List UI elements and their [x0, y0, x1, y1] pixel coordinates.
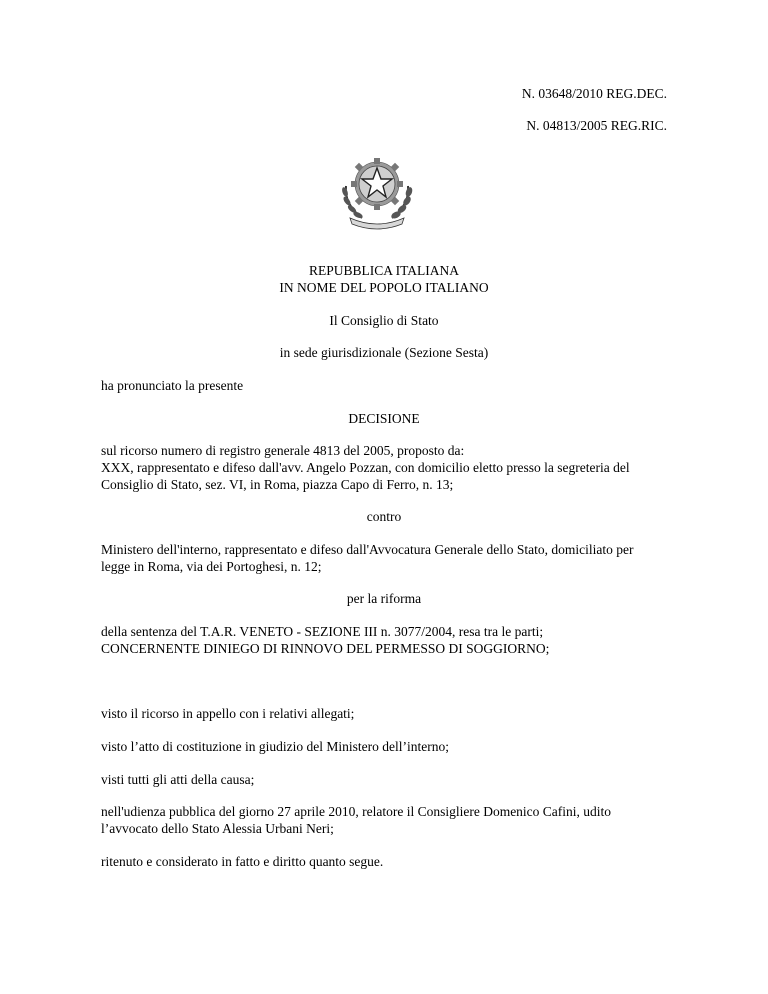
- sentenza-line-1: della sentenza del T.A.R. VENETO - SEZIONE III n. 3077/2004, resa tra le parti;: [101, 624, 544, 639]
- visti-atti-text: visti tutti gli atti della causa;: [101, 772, 255, 787]
- ritenuto-text: ritenuto e considerato in fatto e diritto quanto segue.: [101, 854, 384, 869]
- council-heading: Il Consiglio di Stato: [329, 313, 439, 328]
- sentenza-line-2: CONCERNENTE DINIEGO DI RINNOVO DEL PERMESSO DI SOGGIORNO;: [101, 641, 550, 656]
- visto-atto-text: visto l’atto di costituzione in giudizio del Ministero dell’interno;: [101, 739, 449, 754]
- intro-text: ha pronunciato la presente: [101, 378, 244, 393]
- republic-heading: REPUBBLICA ITALIANA: [308, 263, 460, 278]
- riforma-heading: per la riforma: [346, 591, 422, 606]
- people-heading: IN NOME DEL POPOLO ITALIANO: [279, 280, 489, 295]
- ricorso-line-2: XXX, rappresentato e difeso dall'avv. Angelo Pozzan, con domicilio eletto presso la segreteria del: [101, 460, 630, 475]
- section-heading: in sede giurisdizionale (Sezione Sesta): [279, 345, 489, 360]
- italian-republic-emblem-icon: [336, 146, 418, 230]
- udienza-line-1: nell'udienza pubblica del giorno 27 aprile 2010, relatore il Consigliere Domenico Cafini, udito: [101, 804, 612, 819]
- ricorso-line-3: Consiglio di Stato, sez. VI, in Roma, piazza Capo di Ferro, n. 13;: [101, 477, 454, 492]
- reg-dec-number: N. 03648/2010 REG.DEC.: [521, 86, 667, 101]
- contro-heading: contro: [366, 509, 402, 524]
- ricorso-line-1: sul ricorso numero di registro generale 4813 del 2005, proposto da:: [101, 443, 465, 458]
- visto-ricorso-text: visto il ricorso in appello con i relativi allegati;: [101, 706, 355, 721]
- udienza-line-2: l’avvocato dello Stato Alessia Urbani Neri;: [101, 821, 334, 836]
- reg-ric-number: N. 04813/2005 REG.RIC.: [526, 118, 667, 133]
- decision-heading: DECISIONE: [348, 411, 420, 426]
- ministero-line-1: Ministero dell'interno, rappresentato e difeso dall'Avvocatura Generale dello Stato, domiciliato per: [101, 542, 634, 557]
- ministero-line-2: legge in Roma, via dei Portoghesi, n. 12;: [101, 559, 322, 574]
